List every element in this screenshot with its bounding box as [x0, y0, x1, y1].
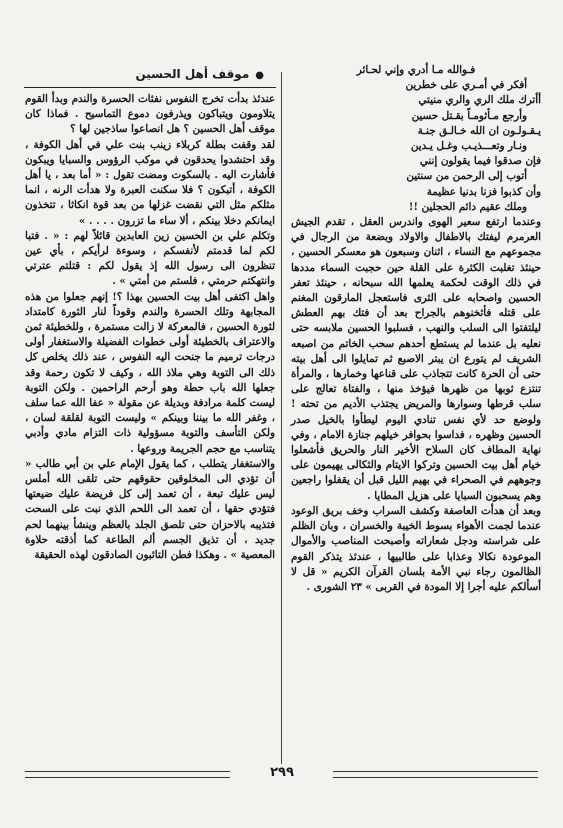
- paragraph: والاستغفار يتطلب ، كما يقول الإمام علي بن أبي طالب « أن تؤدي الى المخلوقين حقوقهم حتى تلقى الله أملس ليس عليك تبعة ، أن تعمد إلى كل فريضة عليك ضيعتها فتؤدي حقها ، أن تعمد الى اللحم الذي نبت على السحت فتذيبه بالاحزان حتى تلصق الجلد بالعظم وينشأ بينهما لحم جديد ، أن تذيق الجسم ألم الطاعة كما أذقته حلاوة المعصية » . وهكذا فطن التائبون الصادقون لهذه الحقيقة: [25, 457, 275, 562]
- poem-line: وأن كذبوا فزنا بدنيا عظيمة: [426, 185, 541, 198]
- paragraph: عندئذ بدأت تخرج النفوس نفثات الحسرة والندم وبدأ القوم يتلاومون ويتباكون ويذرفون دموع التماسيح . فماذا كان موقف أهل الحسين ؟ هل انصاعوا ساذجين لها ؟: [25, 93, 275, 136]
- bullet-icon: ●: [255, 70, 264, 81]
- poem-line: فإن صدقوا فيما يقولون إنني: [419, 155, 541, 168]
- section-title: [94, 64, 264, 84]
- poem-line: وملك عقيم دائم الحجلين !!: [408, 200, 527, 213]
- poem-line: أتوب إلى الرحمن من سنتين: [406, 170, 527, 183]
- poem-line: أفكر في أمـري على خطرين: [405, 79, 527, 92]
- page-number: ٢٩٩: [270, 765, 294, 780]
- poem-line: أأترك ملك الري والري منيتي: [418, 94, 541, 107]
- paragraph: لقد وقفت بطلة كربلاء زينب بنت علي في أهل الكوفة ، وقد احتشدوا يحدقون في موكب الرؤوس والسبايا ويبكون فأشارت اليه . بالسكوت ومضت تقول : « أما بعد ، يا أهل الكوفة ، أتبكون ؟ فلا سكنت العبرة ولا هدأت الرنه ، انما مثلكم مثل التي نقضت غزلها من بعد قوة انكاثا ، تتخذون ايمانكم دخلا بينكم ، ألا ساء ما تزرون . . . . »: [25, 138, 275, 227]
- footer-rule-right: [333, 771, 538, 778]
- poem-line: فـوالله مـا أدري وإني لحـائر: [356, 64, 476, 76]
- poem-line: يـقـولـون ان الله خـالـق جنـة: [417, 124, 541, 137]
- footer-rule-left: [25, 771, 230, 778]
- title-underline: [24, 87, 276, 88]
- paragraph: وعندما ارتفع سعير الهوى واندرس العقل ، تقدم الجيش العرمرم ليفتك بالاطفال والاولاد وبضعة من الرجال في مجموعهم مع النساء ، اثنان وسبعون هو معسكر الحسين ، حينئذ تغلبت الكثرة على القلة حين حجبت السماء مددها في ذلك الوقت لحكمة يعلمها الله سبحانه ، حينئذ تعفر الحسين واصحابه على الثرى فاستعجل المارقون المغنم على قتله فأثخنوهم بالجراح بعد أن فتك بهم العطش ليلتفتوا الى السلب والنهب ، فسلبوا الحسين ملابسه حتى نعليه بل عندما لم يستطع أحدهم سحب الخاتم من اصبعه الشريف لم يتورع ان يبتر الاصبع ثم تمايلوا الى أهل بيته حتى أن الحرة كانت تتجاذب على قناعها وخمارها ، والمرأة تنتزع ثوبها من ظهرها فيؤخذ منها ، والفتاة تعالج على سلب قرطها وسوارها والمريض يجتذب الأديم من تحته ! ولوضع حد لأي نفس تنادي اليوم ليطأوا بالخيل صدر الحسين وظهره ، فداسوا بحوافر خيلهم جنازة الامام ، وفي نهاية المطاف كان السلاح الأخير النار والحريق فأشعلوا خيام أهل بيت الحسين وتركوا الايتام والثكالى يهيمون على وجوههم في الصحراء في بهيم الليل قبل أن يقفلوا راجعين وهم يسحبون السبايا على هزيل المطايا .: [291, 216, 541, 502]
- poem-line: وأرجع مـأثومـاً بقـتل حسين: [411, 109, 527, 122]
- paragraph: وبعد أن هدأت العاصفة وكشف السراب وخف بريق الوعود عندما لجمت الأهواء بسوط الخيبة والخسران ، وبان الظلم على شراسته ودجل شعاراته وأصبحت المناصب والأموال الموعودة نكالا وعذابا على طالبيها ، عندئذ يتذكر القوم الظالمون رجاء نبي الأمة بلسان القرآن الكريم « قل لا أسألكم عليه أجرا إلا المودة في القربى » ٢٣ الشورى .: [291, 504, 541, 593]
- column-divider: [281, 72, 282, 764]
- paragraph: وتكلم علي بن الحسين زين العابدين قائلاً لهم : « . فتبا لكم لما قدمتم لأنفسكم ، وسوءة لرأيكم ، بأي عين تنظرون الى رسول الله إذ يقول لكم : قتلتم عترتي وانتهكتم حرمتي ، فلستم من أمتي » .: [25, 229, 275, 288]
- paragraph: واهل اكتفى أهل بيت الحسين بهذا ؟! إنهم جعلوا من هذه المجابهة وتلك الحسرة والندم وقوداً لنار الثورة كامتداد لثورة الحسين ، فالمعركة لا زالت مستمرة ، وللخطيئة ثمن والاعتراف بالخطيئة أولى خطوات الفضيلة والاستغفار أولى درجات ترميم ما جنحت اليه النفوس ، عند ذلك يخلص كل ذلك الى التوبة وهي ملاذ الله ، وكيف لا تكون رحمة وقد جعلها الله باب حطة وهو أرحم الراحمين . ولكن التوبة ليست كلمة مرادفة وبديلة عن مقولة « عفا الله عما سلف ، وغفر الله ما بيننا وبينكم » وليست التوبة لقلقة لسان ، ولكن التأسف والتوبة مسؤولية ذات التزام مادي وأدبي يتناسب مع حجم الجريمة وروعها .: [25, 290, 275, 455]
- section-title-text: موقف أهل الحسين: [135, 67, 250, 81]
- right-column: [291, 63, 541, 595]
- poem-line: ونـار وتعـــذيـب وغـل يـدين: [410, 140, 527, 153]
- left-column: [25, 92, 275, 563]
